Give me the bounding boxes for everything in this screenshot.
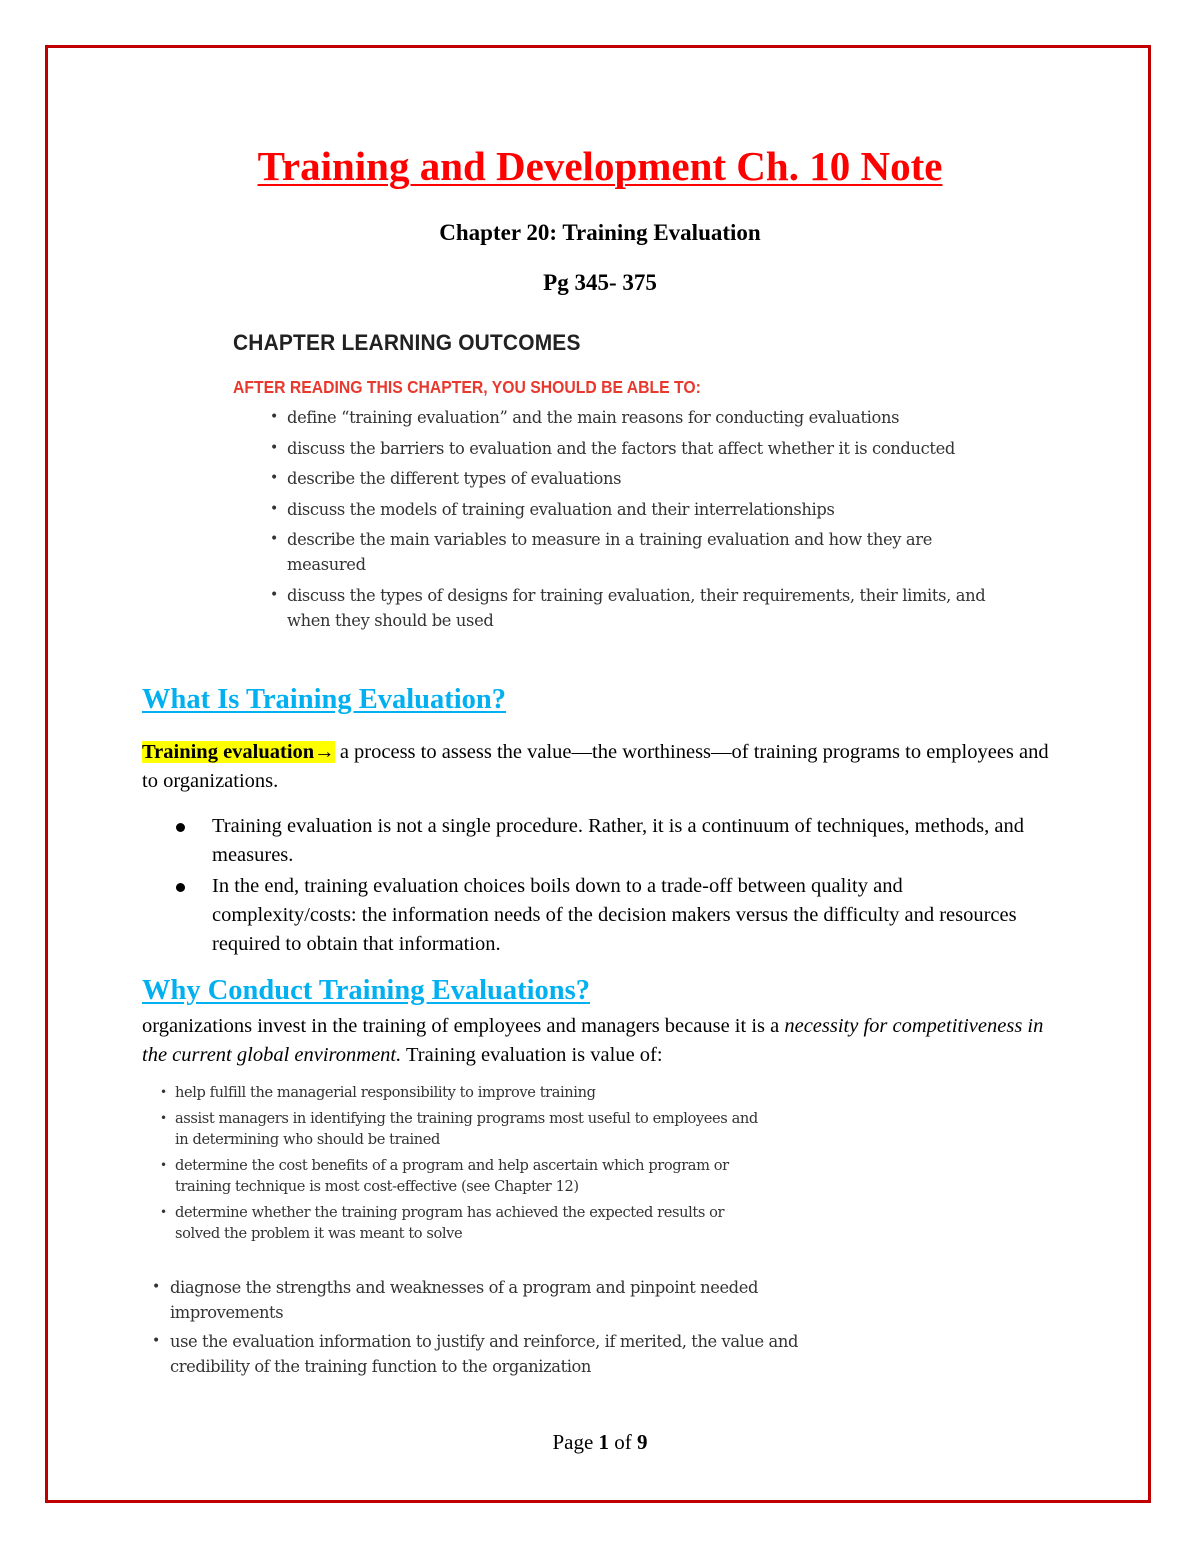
bullet-icon: • [160, 1158, 167, 1172]
arrow-right-icon: → [314, 741, 335, 763]
outcomes-heading: CHAPTER LEARNING OUTCOMES [233, 330, 581, 355]
bullet-icon: • [160, 1205, 167, 1219]
value-list-b [152, 1275, 852, 1383]
list-item: • determine whether the training program has achieved the expected results or solved the problem it was meant to solve [160, 1204, 725, 1242]
list-item: • describe the main variables to measure in a training evaluation and how they are measured [270, 527, 990, 577]
why-paragraph: organizations invest in the training of employees and managers because it is a necessity for competitiveness in the current global environment. Training evaluation is value of: [142, 1015, 1044, 1066]
bullet-icon: • [270, 409, 278, 425]
definition-paragraph: Training evaluation→ a process to assess the value—the worthiness—of training programs to employees and to organizations. [142, 741, 1049, 792]
bullet-icon: • [270, 531, 278, 547]
list-item: • help fulfill the managerial responsibility to improve training [160, 1084, 596, 1101]
definition-bullets [142, 812, 1052, 961]
bullet-icon: • [160, 1085, 167, 1099]
bullet-icon [176, 883, 185, 892]
section-heading-what-is: What Is Training Evaluation? [142, 684, 507, 715]
list-item: • determine the cost benefits of a program and help ascertain which program or training technique is most cost-effective (see Chapter 12) [160, 1157, 729, 1195]
bullet-icon: • [160, 1111, 167, 1125]
list-item: • diagnose the strengths and weaknesses of a program and pinpoint needed improvements [152, 1275, 852, 1325]
page-footer: Page 1 of 9 [552, 1430, 648, 1454]
list-item: • discuss the types of designs for training evaluation, their requirements, their limits, and when they should be used [270, 583, 990, 633]
list-item: • discuss the models of training evaluation and their interrelationships [270, 497, 990, 522]
list-item: • discuss the barriers to evaluation and the factors that affect whether it is conducted [270, 436, 990, 461]
total-pages-number: 9 [637, 1430, 648, 1454]
list-item: • define “training evaluation” and the main reasons for conducting evaluations [270, 405, 990, 430]
list-item: • describe the different types of evaluations [270, 466, 990, 491]
list-item: • assist managers in identifying the training programs most useful to employees and in determining who should be trained [160, 1110, 758, 1148]
outcomes-list [270, 405, 990, 638]
document-title: Training and Development Ch. 10 Note [257, 143, 943, 189]
section-heading-why-conduct: Why Conduct Training Evaluations? [142, 975, 590, 1006]
highlighted-term: Training evaluation→ [142, 741, 335, 763]
chapter-subtitle: Chapter 20: Training Evaluation [439, 220, 761, 245]
list-item: • use the evaluation information to justify and reinforce, if merited, the value and credibility of the training function to the organization [152, 1329, 852, 1379]
bullet-icon: • [270, 500, 278, 517]
bullet-icon: • [152, 1279, 160, 1295]
list-item: In the end, training evaluation choices boils down to a trade-off between quality and complexity/costs: the information needs of the decision makers versus the difficulty and resources required to obtain that information. [142, 872, 1052, 959]
bullet-icon [176, 823, 185, 832]
bullet-icon: • [270, 439, 278, 456]
bullet-icon: • [270, 586, 278, 603]
outcomes-subheading: AFTER READING THIS CHAPTER, YOU SHOULD BE ABLE TO: [233, 377, 701, 397]
bullet-icon: • [270, 470, 278, 486]
value-list-a [160, 1082, 760, 1249]
page-range: Pg 345- 375 [543, 270, 657, 295]
list-item: Training evaluation is not a single procedure. Rather, it is a continuum of techniques, methods, and measures. [142, 812, 1052, 870]
current-page-number: 1 [598, 1430, 610, 1454]
bullet-icon: • [152, 1333, 160, 1349]
